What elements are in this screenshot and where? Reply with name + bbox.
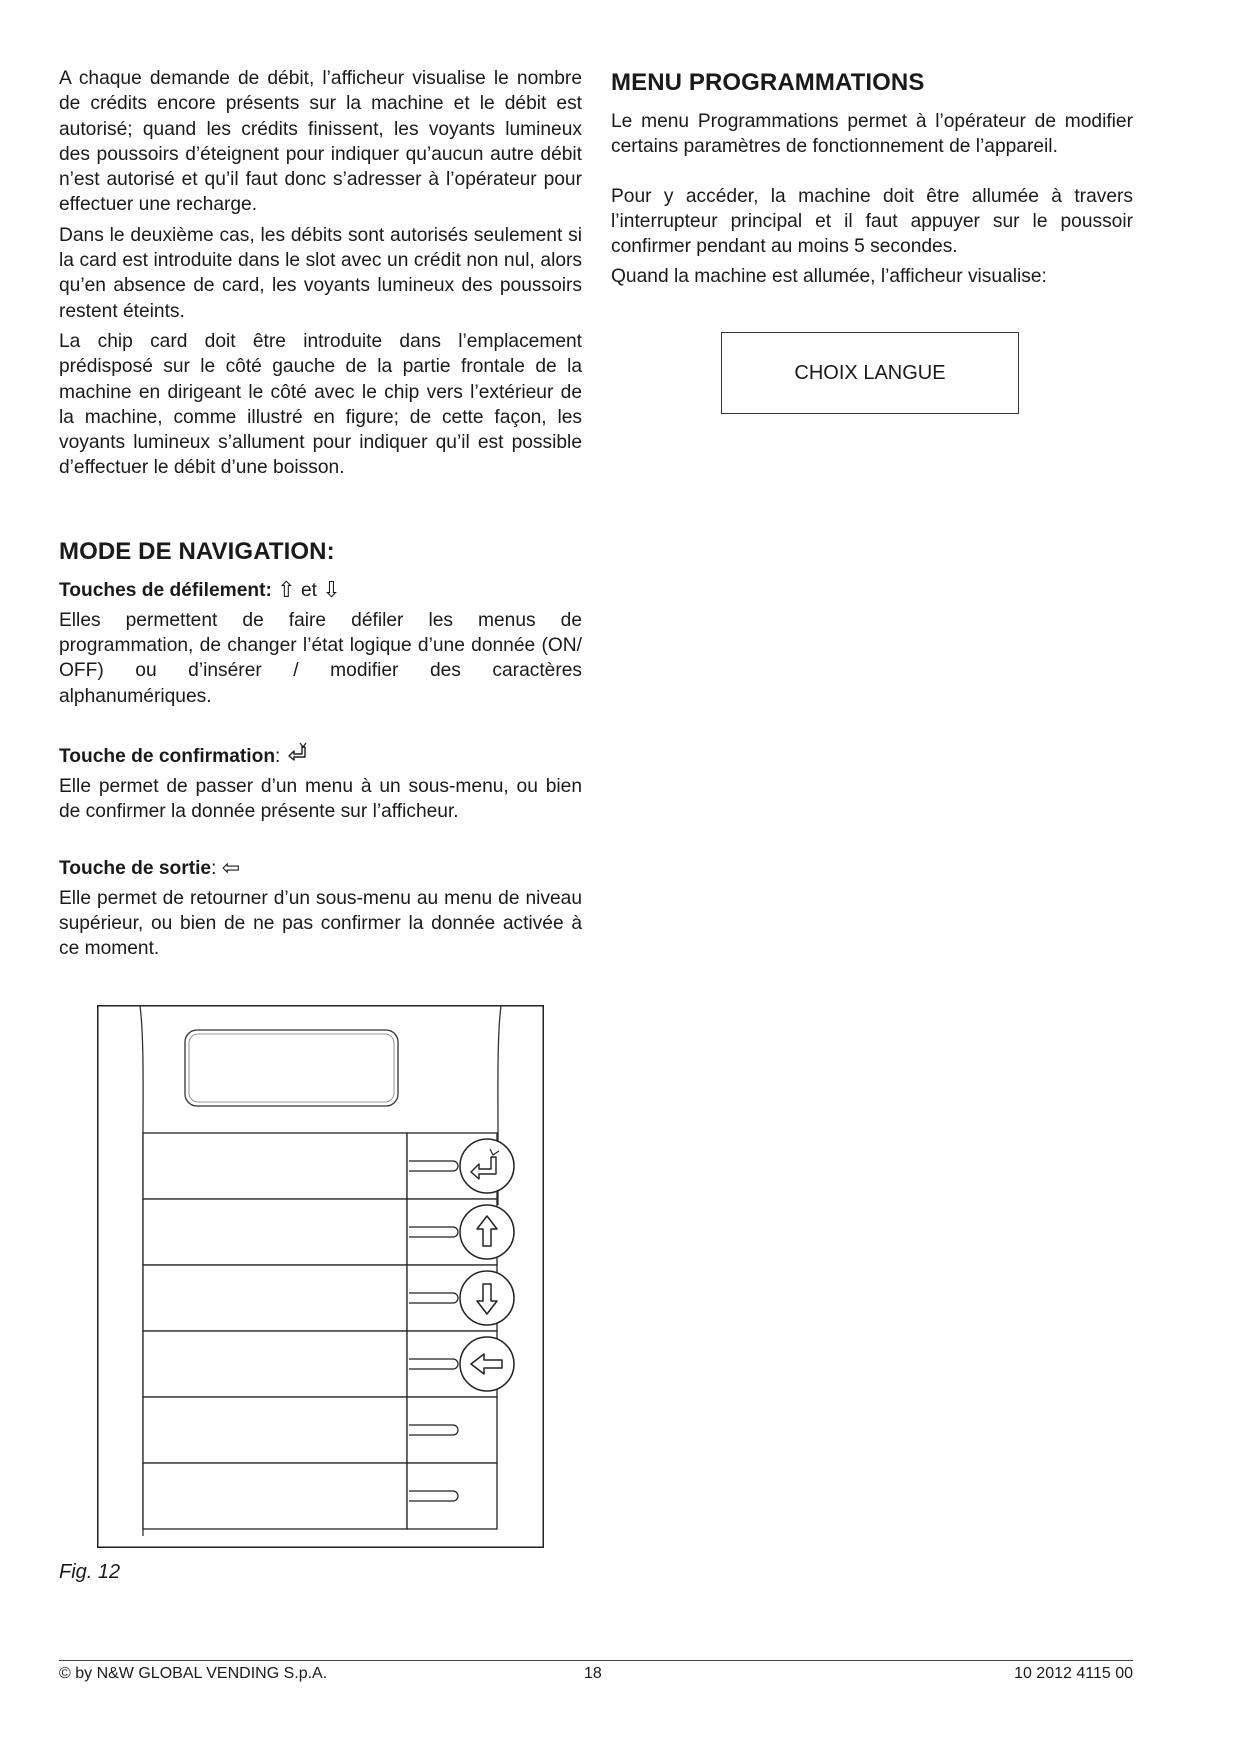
keypad-figure bbox=[97, 1005, 544, 1548]
scroll-keys-text: Elles permettent de faire défiler les menus de programmation, de changer l’état logique d’une donnée (ON/ OFF) ou d’insérer / modifier des caractères alphanumériques. bbox=[59, 609, 582, 707]
programming-access: Pour y accéder, la machine doit être allumée à travers l’interrupteur principal et il faut appuyer sur le poussoir confirmer pendant au moins 5 secondes. bbox=[611, 185, 1133, 258]
arrow-left-icon: ⇦ bbox=[221, 854, 241, 880]
machine-display-window bbox=[185, 1030, 398, 1106]
programming-menu-heading: MENU PROGRAMMATIONS bbox=[611, 69, 925, 96]
confirm-key-label: Touche de confirmation bbox=[59, 745, 276, 767]
exit-key-label: Touche de sortie bbox=[59, 857, 212, 879]
footer-page-number: 18 bbox=[584, 1665, 602, 1682]
confirm-enter-icon bbox=[286, 740, 310, 764]
selection-key-6 bbox=[143, 1463, 497, 1529]
exit-key-label-line: Touche de sortie: ⇦ bbox=[59, 854, 241, 880]
scroll-keys-label-line bbox=[59, 578, 582, 603]
scroll-keys-label: Touches de défilement: bbox=[59, 579, 272, 601]
programming-intro: Le menu Programmations permet à l’opérateur de modifier certains paramètres de fonctionnement de l’appareil. bbox=[611, 111, 1133, 158]
right-column bbox=[611, 66, 1133, 290]
confirm-key-text: Elle permet de passer d’un menu à un sous-menu, ou bien de confirmer la donnée présente sur l’afficheur. bbox=[59, 775, 582, 823]
arrow-up-icon: ⇧ bbox=[277, 576, 296, 602]
navigation-heading: MODE DE NAVIGATION: bbox=[59, 537, 335, 565]
selection-key-4 bbox=[143, 1331, 497, 1397]
arrow-down-icon: ⇩ bbox=[322, 576, 341, 602]
left-column bbox=[59, 66, 582, 961]
programming-display-intro: Quand la machine est allumée, l’afficheur visualise: bbox=[611, 266, 1047, 288]
footer-copyright: © by N&W GLOBAL VENDING S.p.A. bbox=[59, 1665, 328, 1682]
paragraph-card-required: Dans le deuxième cas, les débits sont autorisés seulement si la card est introduite dans le slot avec un crédit non nul, alors qu’en absence de card, les voyants lumineux des poussoirs restent éteints. bbox=[59, 224, 582, 322]
down-button-icon bbox=[460, 1271, 514, 1325]
selection-key-2 bbox=[143, 1199, 497, 1265]
exit-key-text: Elle permet de retourner d’un sous-menu au menu de niveau supérieur, ou bien de ne pas confirmer la donnée activée à ce moment. bbox=[59, 887, 582, 960]
selection-key-5 bbox=[143, 1397, 497, 1463]
display-screen-box bbox=[721, 332, 1019, 414]
figure-caption: Fig. 12 bbox=[59, 1561, 121, 1583]
confirm-key-label-line: Touche de confirmation: bbox=[59, 740, 582, 769]
paragraph-credits: A chaque demande de débit, l’afficheur visualise le nombre de crédits encore présents sur la machine et le débit est autorisé; quand les crédits finissent, les voyants lumineux des poussoirs d’éteignent pour indiquer qu’aucun autre débit n’est autorisé et qu’il faut donc s’adresser à l’opérateur pour effectuer une recharge. bbox=[59, 68, 582, 216]
scroll-keys-separator: et bbox=[301, 579, 318, 601]
up-button-icon bbox=[460, 1205, 514, 1259]
confirm-button-icon bbox=[460, 1139, 514, 1193]
footer-divider bbox=[59, 1660, 1133, 1661]
display-screen-text: CHOIX LANGUE bbox=[794, 361, 946, 384]
selection-key-3 bbox=[143, 1265, 497, 1331]
footer-document-code: 10 2012 4115 00 bbox=[1014, 1665, 1133, 1682]
selection-key-1 bbox=[143, 1133, 497, 1199]
paragraph-chip-card: La chip card doit être introduite dans l’emplacement prédisposé sur le côté gauche de la partie frontale de la machine en dirigeant le côté avec le chip vers l’extérieur de la machine, comme illustré en figure; de cette façon, les voyants lumineux s’allument pour indiquer qu’il est possible d’effectuer le débit d’une boisson. bbox=[59, 330, 582, 479]
exit-button-icon bbox=[460, 1337, 514, 1391]
